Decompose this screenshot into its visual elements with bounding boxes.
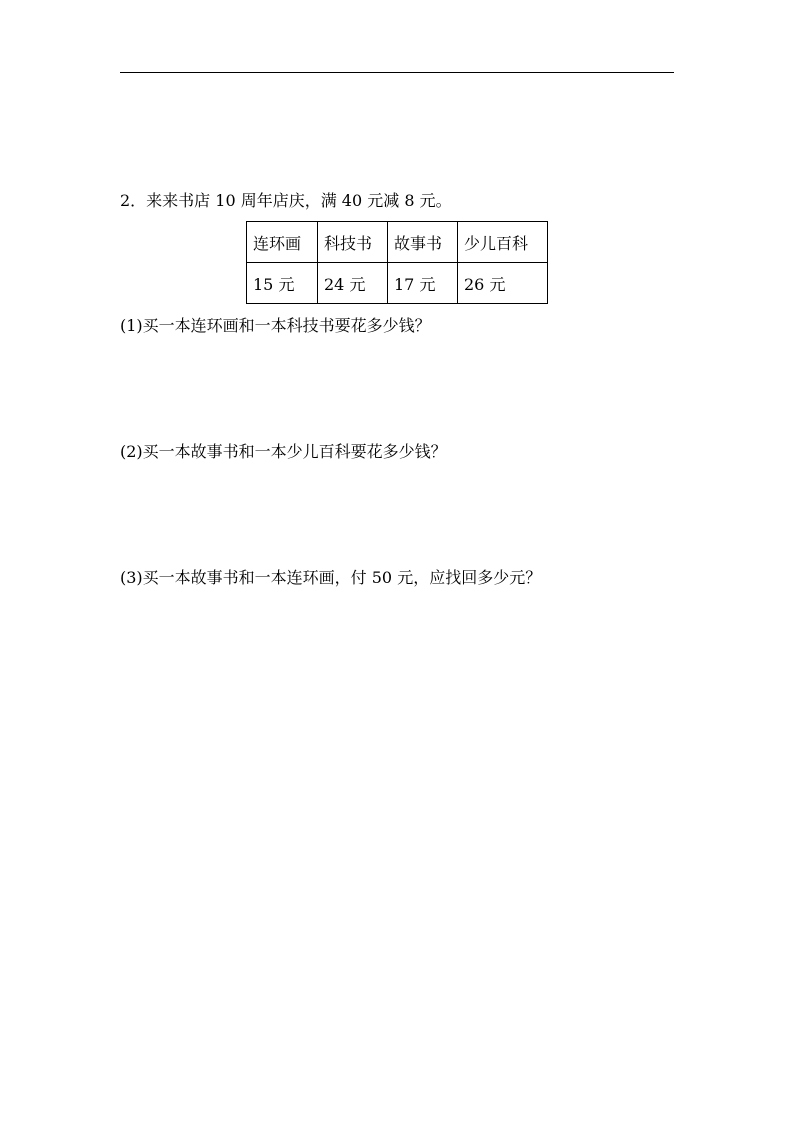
- table-row: [247, 263, 548, 304]
- table-price-cell: 17 元: [388, 263, 458, 304]
- table-header-cell: 少儿百科: [458, 222, 548, 263]
- table-header-cell: 科技书: [318, 222, 388, 263]
- question-2: (2)买一本故事书和一本少儿百科要花多少钱？: [120, 442, 447, 461]
- header-rule: [120, 72, 674, 73]
- problem-title: 2．来来书店 10 周年店庆，满 40 元减 8 元。: [120, 191, 452, 210]
- table-price-cell: 26 元: [458, 263, 548, 304]
- table-price-cell: 24 元: [318, 263, 388, 304]
- table-price-cell: 15 元: [247, 263, 318, 304]
- question-1: (1)买一本连环画和一本科技书要花多少钱？: [120, 316, 431, 335]
- table-header-cell: 故事书: [388, 222, 458, 263]
- table-header-cell: 连环画: [247, 222, 318, 263]
- price-table: [246, 221, 548, 304]
- question-3: (3)买一本故事书和一本连环画，付 50 元，应找回多少元？: [120, 568, 542, 587]
- table-header-row: [247, 222, 548, 263]
